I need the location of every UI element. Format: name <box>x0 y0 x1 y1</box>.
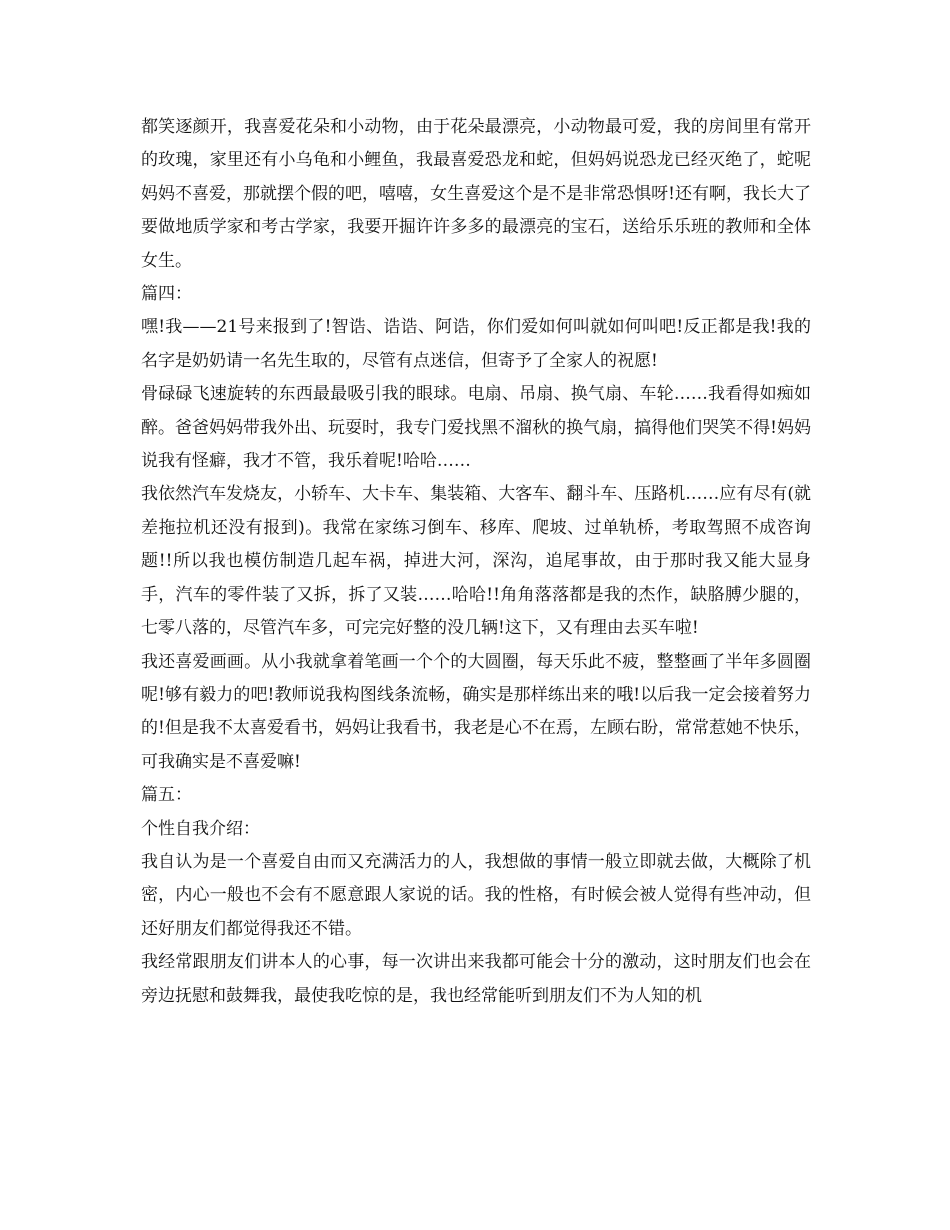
paragraph: 骨碌碌飞速旋转的东西最最吸引我的眼球。电扇、吊扇、换气扇、车轮……我看得如痴如醉。爸爸妈妈带我外出、玩耍时，我专门爱找黑不溜秋的换气扇，搞得他们哭笑不得!妈妈说我有怪癖，我才不管，我乐着呢!哈哈…… <box>141 384 811 472</box>
subsection-heading: 个性自我介绍： <box>141 818 260 839</box>
document-page <box>141 111 811 1013</box>
paragraph: 我依然汽车发烧友，小轿车、大卡车、集装箱、大客车、翻斗车、压路机……应有尽有(就差拖拉机还没有报到)。我常在家练习倒车、移库、爬坡、过单轨桥，考取驾照不成咨询题!!所以我也模仿制造几起车祸，掉进大河，深沟，追尾事故，由于那时我又能大显身手，汽车的零件装了又拆，拆了又装……哈哈!!角角落落都是我的杰作，缺胳膊少腿的，七零八落的，尽管汽车多，可完完好整的没几辆!这下，又有理由去买车啦! <box>141 484 811 639</box>
section-heading: 篇四： <box>141 284 192 305</box>
section-heading: 篇五： <box>141 785 192 806</box>
paragraph: 我还喜爱画画。从小我就拿着笔画一个个的大圆圈，每天乐此不疲，整整画了半年多圆圈呢!够有毅力的吧!教师说我构图线条流畅，确实是那样练出来的哦!以后我一定会接着努力的!但是我不太喜爱看书，妈妈让我看书，我老是心不在焉，左顾右盼，常常惹她不快乐，可我确实是不喜爱嘛! <box>141 651 811 772</box>
paragraph: 嘿!我——21号来报到了!智诰、诰诰、阿诰，你们爱如何叫就如何叫吧!反正都是我!我的名字是奶奶请一名先生取的，尽管有点迷信，但寄予了全家人的祝愿! <box>141 317 811 371</box>
paragraph: 都笑逐颜开，我喜爱花朵和小动物，由于花朵最漂亮，小动物最可爱，我的房间里有常开的玫瑰，家里还有小乌龟和小鲤鱼，我最喜爱恐龙和蛇，但妈妈说恐龙已经灭绝了，蛇呢妈妈不喜爱，那就摆个假的吧，嘻嘻，女生喜爱这个是不是非常恐惧呀!还有啊，我长大了要做地质学家和考古学家，我要开掘许许多多的最漂亮的宝石，送给乐乐班的教师和全体女生。 <box>141 117 811 271</box>
paragraph: 我经常跟朋友们讲本人的心事，每一次讲出来我都可能会十分的激动，这时朋友们也会在旁边抚慰和鼓舞我，最使我吃惊的是，我也经常能听到朋友们不为人知的机 <box>141 952 811 1006</box>
paragraph: 我自认为是一个喜爱自由而又充满活力的人，我想做的事情一般立即就去做，大概除了机密，内心一般也不会有不愿意跟人家说的话。我的性格，有时候会被人觉得有些冲动，但还好朋友们都觉得我还不错。 <box>141 851 811 939</box>
